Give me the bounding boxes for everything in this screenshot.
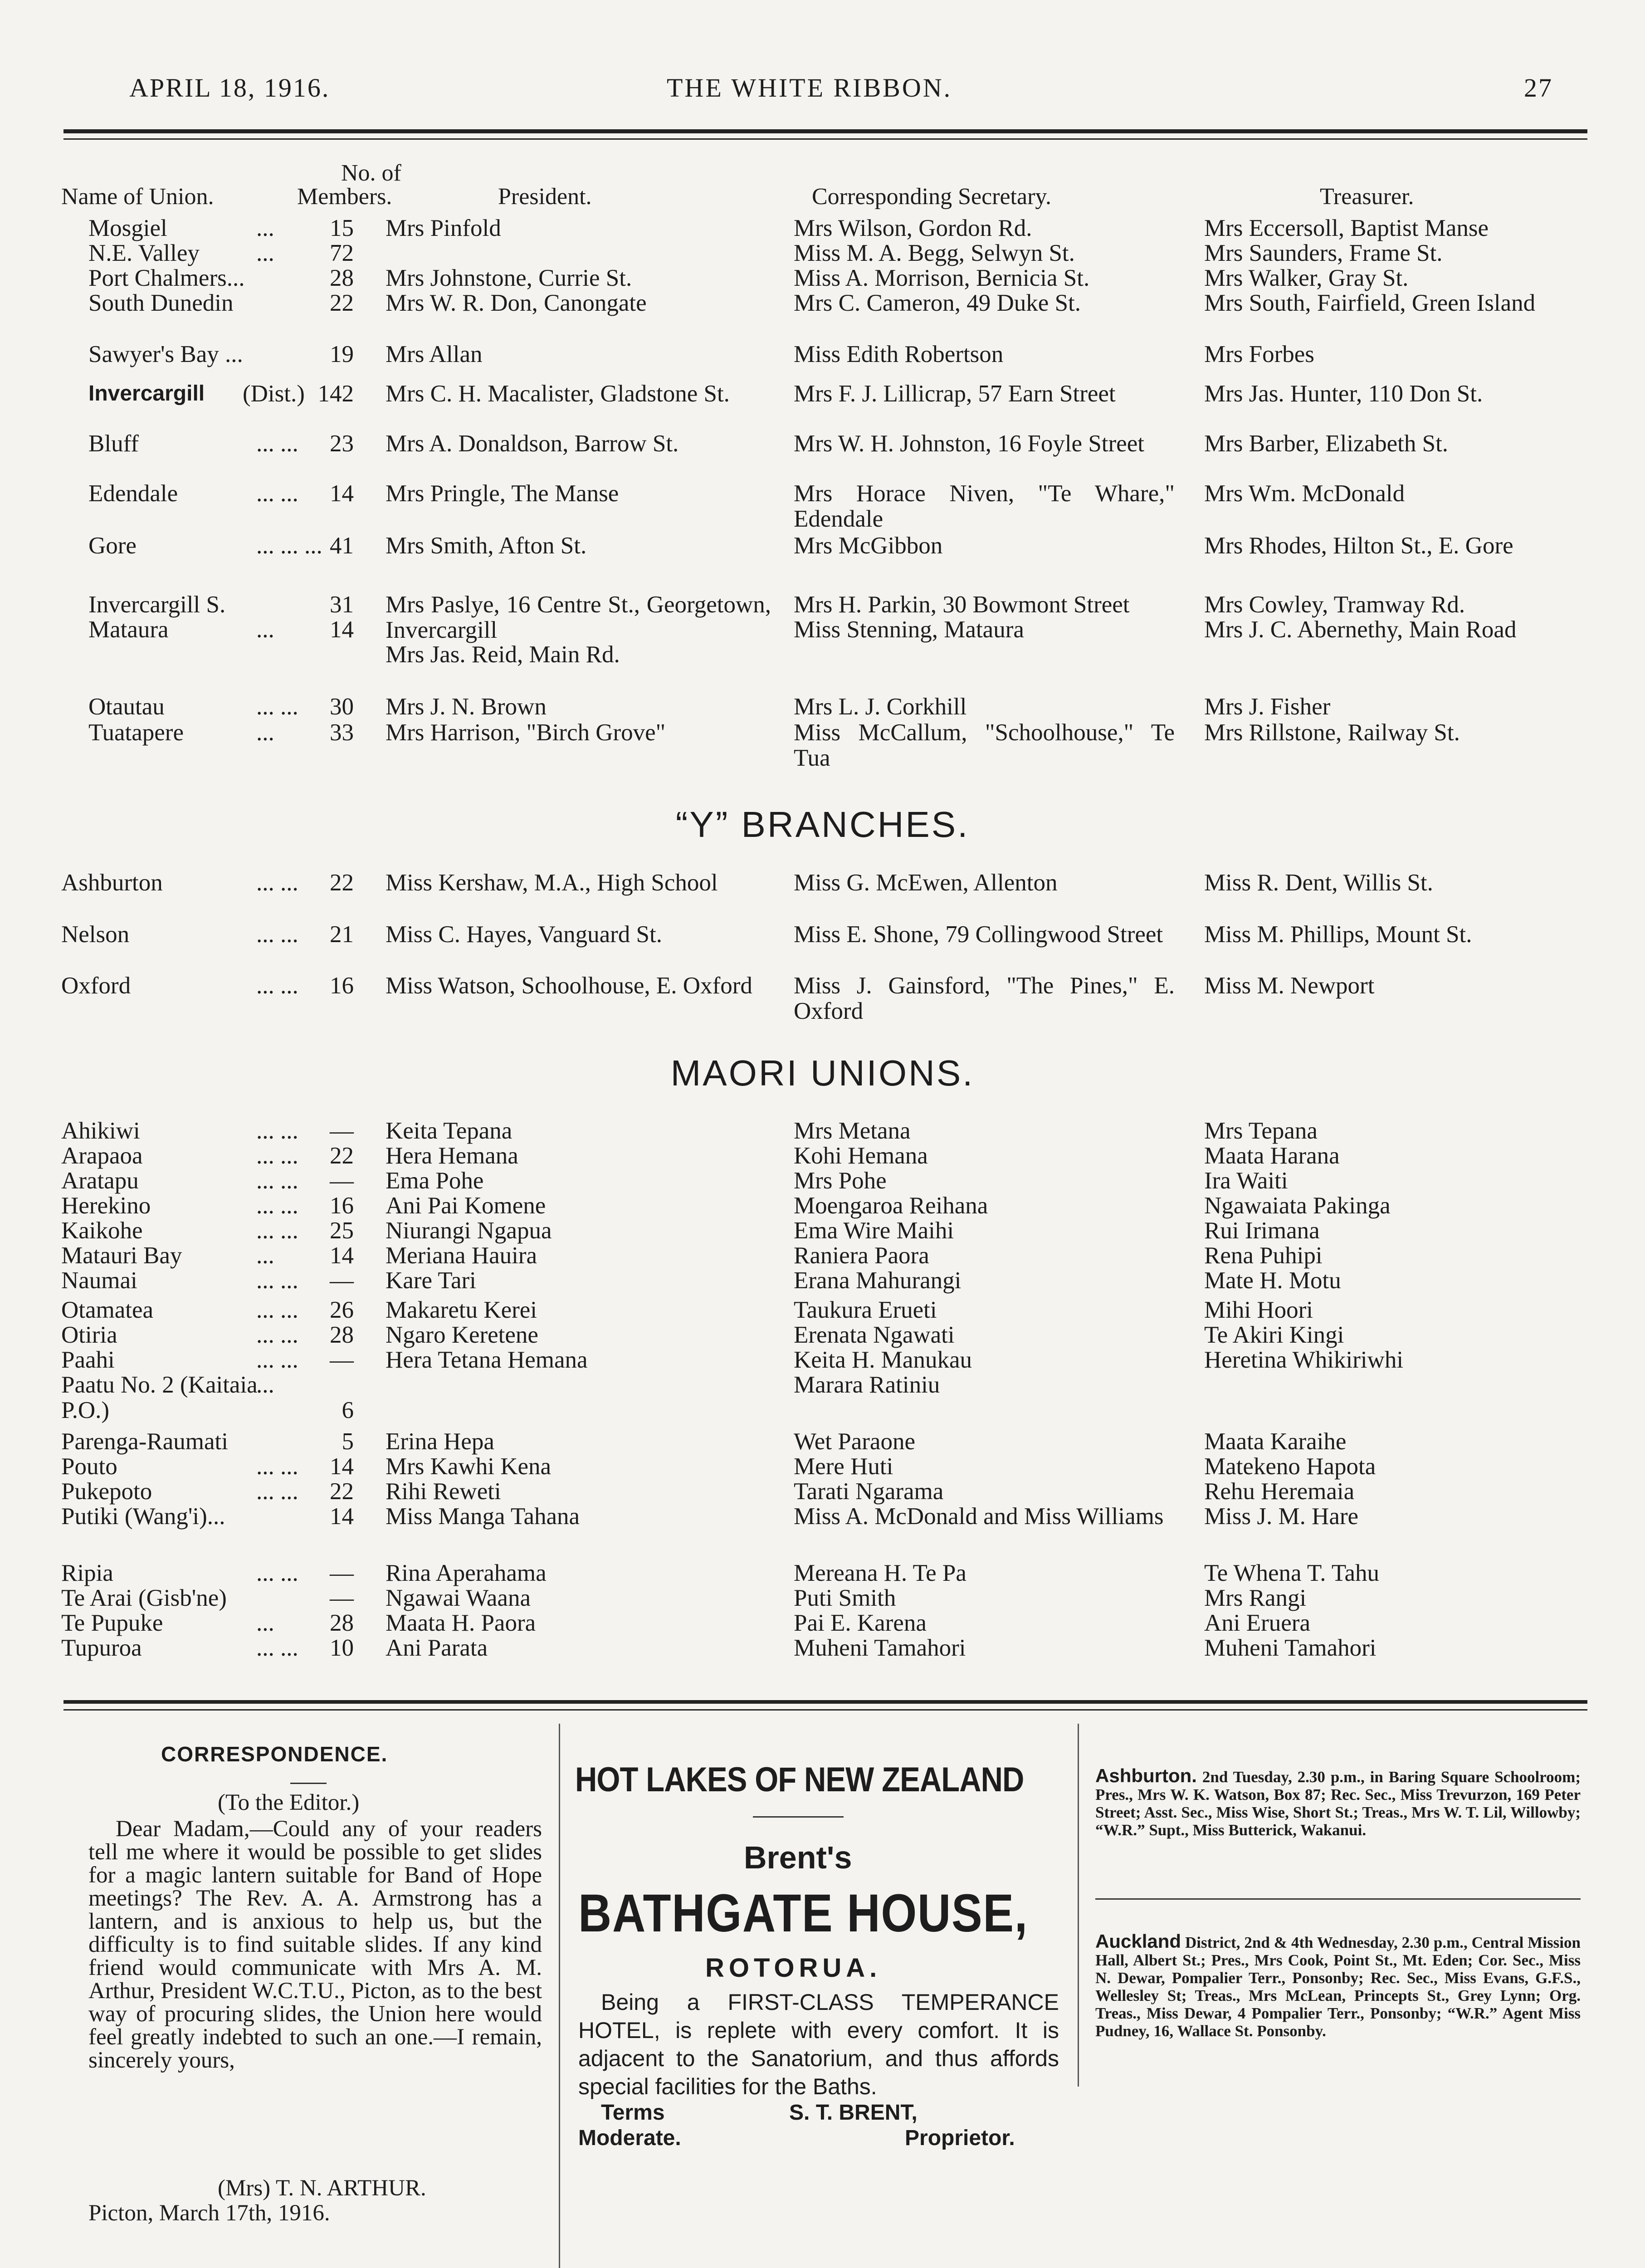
secretary-cell: Mrs Pohe	[794, 1168, 887, 1194]
secretary-cell: Pai E. Karena	[794, 1610, 927, 1636]
treasurer-cell: Mrs Rangi	[1204, 1585, 1307, 1611]
notice-auckland-text: District, 2nd & 4th Wednesday, 2.30 p.m., Central Mission Hall, Albert St.; Pres., Mrs Cook, Point St., Mt. Eden; Cor. Sec., Miss N. Dewar, Pompalier Terr., Ponsonby; Rec. Sec., Miss Evans, G.F.S., Wellesley St; Treas., Mrs McLean, Princepts St., Grey Lynn; Org. Treas., Miss Dewar, 4 Pompalier Terr., Ponsonby; “W.R.” Agent Miss Pudney, 16, Wallace St. Ponsonby.	[1095, 1934, 1581, 2040]
secretary-cell: Miss G. McEwen, Allenton	[794, 870, 1058, 896]
leader-dots: ...	[256, 1610, 274, 1636]
leader-dots: ... ...	[256, 1322, 298, 1348]
treasurer-cell: Miss R. Dent, Willis St.	[1204, 870, 1433, 896]
treasurer-cell: Maata Karaihe	[1204, 1428, 1347, 1455]
lower-rule-thick	[63, 1700, 1587, 1704]
treasurer-cell: Mrs Eccersoll, Baptist Manse	[1204, 215, 1489, 241]
member-count: 14	[330, 616, 354, 643]
treasurer-cell: Heretina Whikiriwhi	[1204, 1347, 1404, 1373]
treasurer-cell: Rena Puhipi	[1204, 1242, 1323, 1269]
president-cell: Rihi Reweti	[386, 1478, 501, 1505]
leader-dots: ... ...	[256, 480, 298, 507]
union-district: (Dist.)	[243, 381, 305, 407]
union-name: Bluff	[88, 430, 139, 457]
header-secretary: Corresponding Secretary.	[812, 184, 1052, 210]
treasurer-cell: Maata Harana	[1204, 1143, 1340, 1169]
union-name: Otiria	[61, 1322, 117, 1348]
member-count: 28	[330, 1610, 354, 1636]
union-name: Edendale	[88, 480, 178, 507]
secretary-cell: Miss M. A. Begg, Selwyn St.	[794, 240, 1075, 266]
ad-brents: Brent's	[744, 1840, 852, 1875]
correspondence-to-editor: (To the Editor.)	[218, 1790, 360, 1815]
header-rule-thin	[63, 138, 1587, 140]
member-count: 6	[342, 1397, 354, 1423]
member-count: 26	[330, 1297, 354, 1323]
leader-dots: ... ...	[256, 1635, 298, 1661]
member-count: 72	[330, 240, 354, 266]
leader-dots: ... ...	[256, 1217, 298, 1244]
ad-body: Being a FIRST-CLASS TEMPERANCE HOTEL, is replete with every comfort. It is adjacent to the Sanatorium, and thus affords special facilities for the Baths.	[578, 1989, 1059, 2099]
president-cell: Mrs J. N. Brown	[386, 694, 547, 720]
union-name: Ripia	[61, 1560, 113, 1586]
member-count: 33	[330, 719, 354, 746]
member-count: 14	[330, 480, 354, 507]
member-count: 5	[342, 1428, 354, 1455]
union-name: Naumai	[61, 1267, 137, 1294]
secretary-cell: Miss A. McDonald and Miss Williams	[794, 1503, 1164, 1530]
correspondence-signature: (Mrs) T. N. ARTHUR.	[218, 2175, 426, 2201]
treasurer-cell: Te Whena T. Tahu	[1204, 1560, 1380, 1586]
leader-dots: ... ... ...	[256, 533, 322, 559]
correspondence-body: Dear Madam,—Could any of your readers tell me where it would be possible to get slides for a magic lantern suitable for Band of Hope meetings? The Rev. A. A. Armstrong has a lantern, and is anxious to help us, but the difficulty is to find suitable slides. If any kind friend would communicate with Mrs A. M. Arthur, President W.C.T.U., Picton, as to the best way of procuring slides, the Union here would feel greatly indebted to such an one.—I remain, sincerely yours,	[88, 1816, 542, 2073]
union-name: Te Arai (Gisb'ne)	[61, 1585, 227, 1611]
secretary-cell: Mrs L. J. Corkhill	[794, 694, 967, 720]
leader-dots: ... ...	[256, 921, 298, 948]
president-cell: Mrs Pinfold	[386, 215, 501, 241]
leader-dots: ... ...	[256, 1453, 298, 1480]
member-count: 22	[330, 290, 354, 316]
leader-dots: ... ...	[256, 870, 298, 896]
secretary-cell: Miss E. Shone, 79 Collingwood Street	[794, 921, 1163, 948]
president-cell: Ani Parata	[386, 1635, 488, 1661]
header-president: President.	[498, 184, 592, 210]
leader-dots: ... ...	[256, 1168, 298, 1194]
president-cell: Maata H. Paora	[386, 1610, 536, 1636]
president-cell: Meriana Hauira	[386, 1242, 537, 1269]
notice-ashburton	[1095, 1767, 1581, 1839]
treasurer-cell: Mrs Rillstone, Railway St.	[1204, 719, 1460, 746]
treasurer-cell: Mate H. Motu	[1204, 1267, 1341, 1294]
president-cell: Miss Kershaw, M.A., High School	[386, 870, 718, 896]
president-cell: Keita Tepana	[386, 1118, 513, 1144]
treasurer-cell: Mrs Cowley, Tramway Rd.	[1204, 591, 1465, 618]
member-count: 21	[330, 921, 354, 948]
maori-unions-title: MAORI UNIONS.	[670, 1053, 975, 1093]
union-name: Matauri Bay	[61, 1242, 182, 1269]
member-count: 19	[330, 341, 354, 367]
secretary-cell: Mrs C. Cameron, 49 Duke St.	[794, 290, 1081, 316]
president-cell: Hera Hemana	[386, 1143, 518, 1169]
union-name: Invercargill	[88, 381, 205, 406]
union-name: Herekino	[61, 1193, 151, 1219]
president-cell: Mrs W. R. Don, Canongate	[386, 290, 647, 316]
leader-dots: ...	[256, 616, 274, 643]
union-name: Mataura	[88, 616, 169, 643]
secretary-cell: Miss A. Morrison, Bernicia St.	[794, 265, 1090, 291]
treasurer-cell: Miss M. Newport	[1204, 973, 1375, 999]
member-count: 10	[330, 1635, 354, 1661]
secretary-cell: Miss Stenning, Mataura	[794, 616, 1024, 643]
member-count: 14	[330, 1242, 354, 1269]
treasurer-cell: Mrs Tepana	[1204, 1118, 1318, 1144]
treasurer-cell: Rehu Heremaia	[1204, 1478, 1355, 1505]
member-count: —	[330, 1560, 354, 1586]
secretary-cell: Muheni Tamahori	[794, 1635, 966, 1661]
member-count: 22	[330, 1143, 354, 1169]
header-no-of: No. of	[341, 160, 401, 186]
member-count: —	[330, 1168, 354, 1194]
header-members: Members.	[297, 184, 392, 210]
union-name: Paatu No. 2 (Kaitaia P.O.)	[61, 1372, 258, 1423]
ad-headline: HOT LAKES OF NEW ZEALAND	[575, 1760, 1024, 1799]
treasurer-cell: Mrs Forbes	[1204, 341, 1314, 367]
member-count: —	[330, 1347, 354, 1373]
issue-date: APRIL 18, 1916.	[129, 73, 330, 103]
union-name: Arapaoa	[61, 1143, 143, 1169]
lower-rule-thin	[63, 1709, 1587, 1711]
president-cell: Miss Watson, Schoolhouse, E. Oxford	[386, 973, 752, 999]
treasurer-cell: Ngawaiata Pakinga	[1204, 1193, 1391, 1219]
leader-dots: ...	[256, 1242, 274, 1269]
notice-ashburton-name: Ashburton.	[1095, 1765, 1197, 1786]
treasurer-cell: Mrs Rhodes, Hilton St., E. Gore	[1204, 533, 1513, 559]
president-cell: Hera Tetana Hemana	[386, 1347, 588, 1373]
president-cell: Mrs Pringle, The Manse	[386, 480, 619, 507]
treasurer-cell: Miss J. M. Hare	[1204, 1503, 1359, 1530]
secretary-cell: Miss J. Gainsford, "The Pines," E. Oxford	[794, 973, 1175, 1024]
member-count: —	[330, 1585, 354, 1611]
column-divider-left	[559, 1724, 560, 2268]
union-name: Oxford	[61, 973, 131, 999]
secretary-cell: Mrs W. H. Johnston, 16 Foyle Street	[794, 430, 1144, 457]
secretary-cell: Tarati Ngarama	[794, 1478, 944, 1505]
secretary-cell: Mrs McGibbon	[794, 533, 943, 559]
president-cell: Mrs Smith, Afton St.	[386, 533, 587, 559]
president-cell: Mrs Paslye, 16 Centre St., Georgetown, Invercargill	[386, 591, 771, 643]
ad-terms: Terms	[601, 2101, 665, 2125]
union-name: Pukepoto	[61, 1478, 152, 1505]
union-name: Invercargill S.	[88, 591, 226, 618]
secretary-cell: Keita H. Manukau	[794, 1347, 972, 1373]
member-count: 14	[330, 1503, 354, 1530]
secretary-cell: Mrs Metana	[794, 1118, 911, 1144]
ad-owner: S. T. BRENT,	[789, 2101, 918, 2125]
union-name: N.E. Valley	[88, 240, 200, 266]
member-count: 16	[330, 1193, 354, 1219]
treasurer-cell: Mrs Wm. McDonald	[1204, 480, 1405, 507]
member-count: 25	[330, 1217, 354, 1244]
union-name: Parenga-Raumati	[61, 1428, 228, 1455]
header-union: Name of Union.	[61, 184, 214, 210]
secretary-cell: Ema Wire Maihi	[794, 1217, 954, 1244]
header-rule-thick	[63, 129, 1587, 133]
secretary-cell: Raniera Paora	[794, 1242, 929, 1269]
union-name: Port Chalmers...	[88, 265, 245, 291]
union-name: Mosgiel	[88, 215, 167, 241]
secretary-cell: Taukura Erueti	[794, 1297, 937, 1323]
leader-dots: ... ...	[256, 1347, 298, 1373]
treasurer-cell: Mrs South, Fairfield, Green Island	[1204, 290, 1536, 316]
correspondence-title: CORRESPONDENCE.	[161, 1742, 388, 1766]
union-name: Te Pupuke	[61, 1610, 163, 1636]
union-name: Paahi	[61, 1347, 115, 1373]
treasurer-cell: Ira Waiti	[1204, 1168, 1288, 1194]
treasurer-cell: Mrs J. Fisher	[1204, 694, 1331, 720]
ad-terms-moderate: Moderate.	[578, 2126, 681, 2150]
union-name: Otautau	[88, 694, 165, 720]
y-branches-title: “Y” BRANCHES.	[675, 804, 970, 845]
union-name: Putiki (Wang'i)...	[61, 1503, 225, 1530]
member-count: 28	[330, 1322, 354, 1348]
ad-bathgate-house: BATHGATE HOUSE,	[578, 1883, 1028, 1943]
member-count: 15	[330, 215, 354, 241]
secretary-cell: Kohi Hemana	[794, 1143, 928, 1169]
treasurer-cell: Muheni Tamahori	[1204, 1635, 1377, 1661]
secretary-cell: Erenata Ngawati	[794, 1322, 955, 1348]
secretary-cell: Puti Smith	[794, 1585, 896, 1611]
member-count: —	[330, 1267, 354, 1294]
member-count: 22	[330, 1478, 354, 1505]
president-cell: Mrs Harrison, "Birch Grove"	[386, 719, 666, 746]
leader-dots: ... ...	[256, 1267, 298, 1294]
member-count: 30	[330, 694, 354, 720]
president-cell: Makaretu Kerei	[386, 1297, 537, 1323]
leader-dots: ... ...	[256, 694, 298, 720]
president-cell: Mrs Johnstone, Currie St.	[386, 265, 632, 291]
treasurer-cell: Mrs Saunders, Frame St.	[1204, 240, 1443, 266]
secretary-cell: Moengaroa Reihana	[794, 1193, 988, 1219]
leader-dots: ... ...	[256, 1478, 298, 1505]
treasurer-cell: Te Akiri Kingi	[1204, 1322, 1344, 1348]
secretary-cell: Miss Edith Robertson	[794, 341, 1004, 367]
treasurer-cell: Mihi Hoori	[1204, 1297, 1313, 1323]
president-cell: Mrs Allan	[386, 341, 483, 367]
leader-dots: ...	[256, 240, 274, 266]
president-cell: Ngaro Keretene	[386, 1322, 538, 1348]
treasurer-cell: Miss M. Phillips, Mount St.	[1204, 921, 1472, 948]
leader-dots: ... ...	[256, 1193, 298, 1219]
ad-rotorua: ROTORUA.	[705, 1953, 882, 1983]
union-name: South Dunedin	[88, 290, 234, 316]
member-count: 16	[330, 973, 354, 999]
secretary-cell: Wet Paraone	[794, 1428, 915, 1455]
member-count: 23	[330, 430, 354, 457]
leader-dots: ... ...	[256, 1143, 298, 1169]
union-name: Nelson	[61, 921, 130, 948]
member-count: 31	[330, 591, 354, 618]
treasurer-cell: Mrs Walker, Gray St.	[1204, 265, 1409, 291]
member-count: 41	[330, 533, 354, 559]
union-name: Pouto	[61, 1453, 117, 1480]
notice-ashburton-text: 2nd Tuesday, 2.30 p.m., in Baring Square Schoolroom; Pres., Mrs W. K. Watson, Box 87; Rec. Sec., Miss Trevurzon, 169 Peter Street; Asst. Sec., Miss Wise, Short St.; Treas., Mrs W. T. Lil, Willowby; “W.R.” Supt., Miss Butterick, Wakanui.	[1095, 1768, 1581, 1839]
president-cell: Ema Pohe	[386, 1168, 484, 1194]
treasurer-cell: Rui Irimana	[1204, 1217, 1320, 1244]
union-name: Otamatea	[61, 1297, 154, 1323]
president-cell: Kare Tari	[386, 1267, 476, 1294]
union-name: Gore	[88, 533, 137, 559]
president-cell: Rina Aperahama	[386, 1560, 547, 1586]
leader-dots: ... ...	[256, 1297, 298, 1323]
member-count: 28	[330, 265, 354, 291]
secretary-cell: Mere Huti	[794, 1453, 893, 1480]
notice-auckland	[1095, 1932, 1581, 2040]
leader-dots: ... ...	[256, 973, 298, 999]
member-count: 14	[330, 1453, 354, 1480]
leader-dots: ...	[256, 1372, 274, 1398]
treasurer-cell: Matekeno Hapota	[1204, 1453, 1376, 1480]
president-cell: Ngawai Waana	[386, 1585, 531, 1611]
president-cell: Mrs Jas. Reid, Main Rd.	[386, 641, 620, 668]
leader-dots: ...	[256, 719, 274, 746]
union-name: Ahikiwi	[61, 1118, 140, 1144]
notice-auckland-name: Auckland	[1095, 1931, 1181, 1952]
president-cell: Mrs Kawhi Kena	[386, 1453, 552, 1480]
secretary-cell: Mrs Horace Niven, "Te Whare," Edendale	[794, 480, 1175, 532]
secretary-cell: Mereana H. Te Pa	[794, 1560, 966, 1586]
union-name: Kaikohe	[61, 1217, 143, 1244]
page-number: 27	[1524, 73, 1553, 103]
secretary-cell: Mrs H. Parkin, 30 Bowmont Street	[794, 591, 1130, 618]
leader-dots: ...	[256, 215, 274, 241]
leader-dots: ... ...	[256, 430, 298, 457]
column-divider-right	[1078, 1724, 1079, 2087]
president-cell: Erina Hepa	[386, 1428, 494, 1455]
correspondence-title-rule	[290, 1783, 327, 1784]
member-count: 22	[330, 870, 354, 896]
union-name: Tuatapere	[88, 719, 184, 746]
ad-proprietor: Proprietor.	[905, 2126, 1015, 2150]
president-cell: Ani Pai Komene	[386, 1193, 546, 1219]
union-name: Aratapu	[61, 1168, 139, 1194]
secretary-cell: Mrs Wilson, Gordon Rd.	[794, 215, 1032, 241]
treasurer-cell: Mrs Barber, Elizabeth St.	[1204, 430, 1449, 457]
leader-dots: ... ...	[256, 1118, 298, 1144]
treasurer-cell: Mrs Jas. Hunter, 110 Don St.	[1204, 381, 1483, 407]
secretary-cell: Mrs F. J. Lillicrap, 57 Earn Street	[794, 381, 1116, 407]
union-name: Sawyer's Bay ...	[88, 341, 243, 367]
notice-divider	[1095, 1898, 1581, 1900]
ad-headline-rule	[753, 1816, 844, 1818]
president-cell: Mrs C. H. Macalister, Gladstone St.	[386, 381, 730, 407]
member-count: 142	[317, 381, 354, 407]
treasurer-cell: Mrs J. C. Abernethy, Main Road	[1204, 616, 1517, 643]
treasurer-cell: Ani Eruera	[1204, 1610, 1310, 1636]
union-name: Tupuroa	[61, 1635, 142, 1661]
correspondence-place: Picton, March 17th, 1916.	[88, 2200, 330, 2226]
secretary-cell: Marara Ratiniu	[794, 1372, 940, 1398]
secretary-cell: Miss McCallum, "Schoolhouse," Te Tua	[794, 719, 1175, 771]
publication-title: THE WHITE RIBBON.	[667, 73, 952, 103]
secretary-cell: Erana Mahurangi	[794, 1267, 962, 1294]
union-name: Ashburton	[61, 870, 163, 896]
member-count: —	[330, 1118, 354, 1144]
president-cell: Miss C. Hayes, Vanguard St.	[386, 921, 662, 948]
president-cell: Mrs A. Donaldson, Barrow St.	[386, 430, 679, 457]
president-cell: Miss Manga Tahana	[386, 1503, 580, 1530]
leader-dots: ... ...	[256, 1560, 298, 1586]
header-treasurer: Treasurer.	[1320, 184, 1414, 210]
president-cell: Niurangi Ngapua	[386, 1217, 552, 1244]
